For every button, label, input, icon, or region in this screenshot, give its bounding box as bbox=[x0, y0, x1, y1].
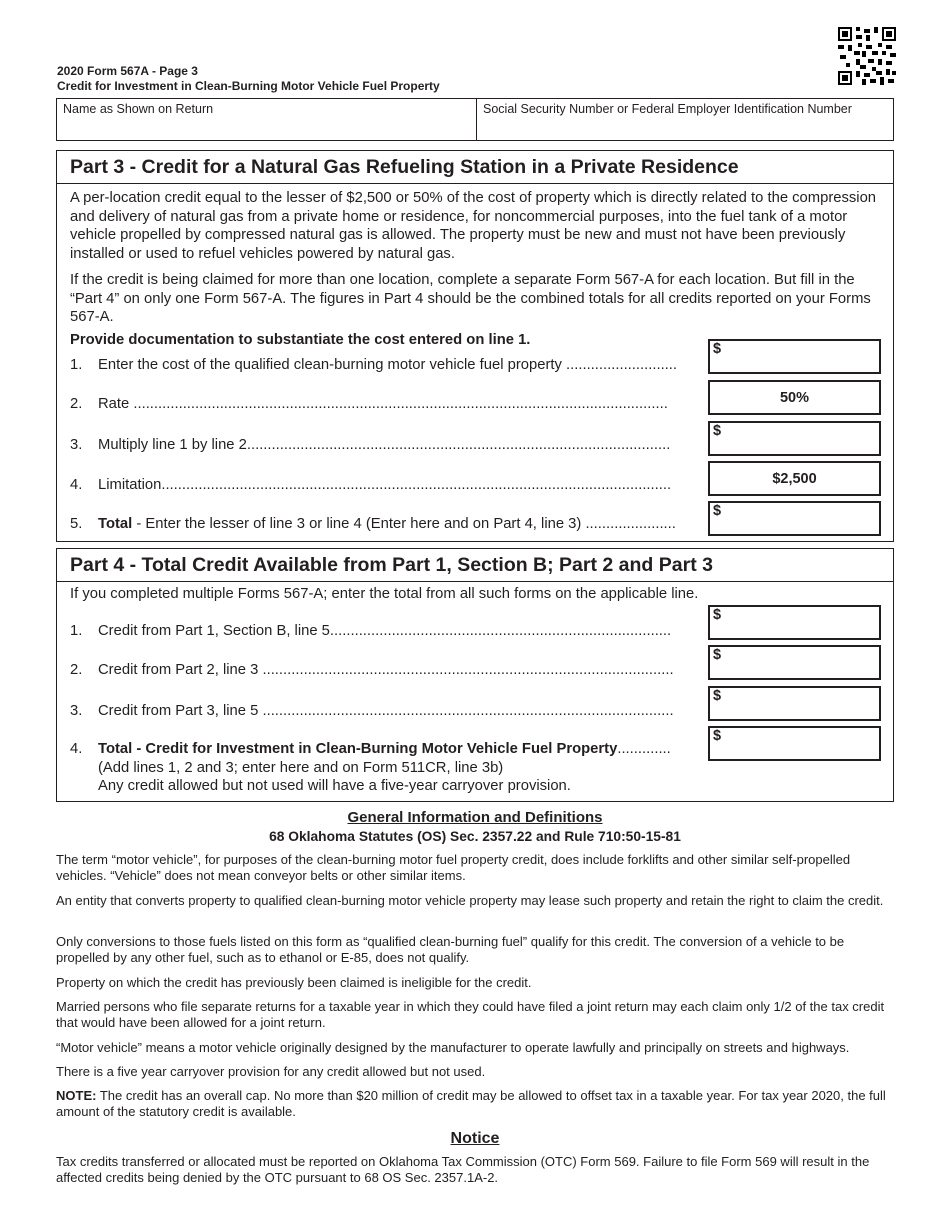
part4-title: Part 4 - Total Credit Available from Part 1, Section B; Part 2 and Part 3 bbox=[57, 549, 893, 582]
form-title: Credit for Investment in Clean-Burning Motor Vehicle Fuel Property bbox=[57, 79, 440, 93]
part3-line-1-cost-input[interactable] bbox=[708, 339, 881, 374]
line-number: 5. bbox=[70, 516, 83, 532]
general-paragraph: Property on which the credit has previously been claimed is ineligible for the credit. bbox=[56, 975, 532, 990]
part3-section bbox=[56, 150, 894, 542]
notice-title: Notice bbox=[450, 1130, 500, 1147]
part4-line-4-total-input[interactable] bbox=[708, 726, 881, 761]
ssn-fein-field[interactable] bbox=[477, 99, 893, 140]
general-info-subtitle: 68 Oklahoma Statutes (OS) Sec. 2357.22 and Rule 710:50-15-81 bbox=[269, 829, 681, 844]
line-number: 1. bbox=[70, 357, 83, 373]
part3-line-3-input[interactable] bbox=[708, 421, 881, 456]
part4-intro: If you completed multiple Forms 567-A; enter the total from all such forms on the applicable line. bbox=[70, 586, 699, 602]
name-field[interactable] bbox=[57, 99, 477, 140]
line-number: 3. bbox=[70, 703, 83, 719]
part3-line-4-limitation-box bbox=[708, 461, 881, 496]
line-bold-label: Total - Credit for Investment in Clean-Burning Motor Vehicle Fuel Property bbox=[98, 741, 618, 757]
documentation-note: Provide documentation to substantiate the cost entered on line 1. bbox=[70, 332, 531, 348]
line-text: Credit from Part 1, Section B, line 5................................................................................... bbox=[98, 623, 672, 639]
part3-line-5-total-input[interactable] bbox=[708, 501, 881, 536]
form-page-label: 2020 Form 567A - Page 3 bbox=[57, 64, 198, 78]
qr-code-icon bbox=[838, 27, 896, 85]
dollar-sign: $ bbox=[713, 341, 722, 357]
note-text: The credit has an overall cap. No more than $20 million of credit may be allowed to offset tax in a taxable year. For tax year 2020, the full amount of the statutory credit is available. bbox=[56, 1088, 886, 1119]
part3-description: A per-location credit equal to the lesser of $2,500 or 50% of the cost of property which is directly related to the compression and delivery of natural gas from a private home or residence, for noncommercial purposes, into the fuel tank of a motor vehicle propelled by compressed natural gas is allowed. The property must be new and must not have been previously installed or used to refuel vehicles powered by natural gas. bbox=[70, 190, 877, 262]
dollar-sign: $ bbox=[713, 607, 722, 623]
notice-text: Tax credits transferred or allocated must be reported on Oklahoma Tax Commission (OTC) Form 569. Failure to file Form 569 will result in the affected credits being denied by the OTC pursuant to 68 OS Sec. 2357.1A-2. bbox=[56, 1154, 870, 1185]
name-field-label: Name as Shown on Return bbox=[63, 102, 214, 116]
line-number: 1. bbox=[70, 623, 83, 639]
dollar-sign: $ bbox=[713, 503, 722, 519]
rate-value: 50% bbox=[779, 390, 810, 406]
part3-line-2-rate-box bbox=[708, 380, 881, 415]
dollar-sign: $ bbox=[713, 688, 722, 704]
limitation-value: $2,500 bbox=[772, 471, 817, 487]
part4-line-1-input[interactable] bbox=[708, 605, 881, 640]
part4-section bbox=[56, 548, 894, 802]
line-text-rest: ............. bbox=[617, 741, 671, 757]
line-text-rest: - Enter the lesser of line 3 or line 4 (Enter here and on Part 4, line 3) ...................... bbox=[132, 516, 676, 532]
line-subtext: Any credit allowed but not used will have a five-year carryover provision. bbox=[98, 778, 571, 794]
line-text bbox=[98, 515, 700, 534]
line-bold-label: Total bbox=[98, 516, 133, 532]
line-number: 2. bbox=[70, 662, 83, 678]
general-paragraph: “Motor vehicle” means a motor vehicle originally designed by the manufacturer to operate lawfully and principally on streets and highways. bbox=[56, 1040, 850, 1055]
general-paragraph: An entity that converts property to qualified clean-burning motor vehicle property may lease such property and retain the right to claim the credit. bbox=[56, 893, 884, 908]
part3-title: Part 3 - Credit for a Natural Gas Refueling Station in a Private Residence bbox=[57, 151, 893, 184]
general-paragraph: The term “motor vehicle”, for purposes of the clean-burning motor fuel property credit, does include forklifts and other similar self-propelled vehicles. “Vehicle” does not mean conveyor belts or other similar items. bbox=[56, 852, 851, 883]
general-paragraph: Married persons who file separate returns for a taxable year in which they could have filed a joint return may each claim only 1/2 of the tax credit that would have been allowed for a joint return. bbox=[56, 999, 885, 1030]
dollar-sign: $ bbox=[713, 647, 722, 663]
part4-line-3-input[interactable] bbox=[708, 686, 881, 721]
line-text: Credit from Part 2, line 3 .................................................................................................... bbox=[98, 662, 674, 678]
taxpayer-id-box bbox=[56, 98, 894, 141]
line-text: Credit from Part 3, line 5 .................................................................................................... bbox=[98, 703, 674, 719]
general-info-title: General Information and Definitions bbox=[347, 809, 603, 826]
dollar-sign: $ bbox=[713, 728, 722, 744]
line-number: 3. bbox=[70, 437, 83, 453]
general-note bbox=[56, 1088, 892, 1120]
line-text: Multiply line 1 by line 2....................................................................................................... bbox=[98, 437, 671, 453]
dollar-sign: $ bbox=[713, 423, 722, 439]
line-number: 4. bbox=[70, 477, 83, 493]
line-subtext: (Add lines 1, 2 and 3; enter here and on Form 511CR, line 3b) bbox=[98, 760, 504, 776]
note-label: NOTE: bbox=[56, 1088, 97, 1103]
line-text: Enter the cost of the qualified clean-burning motor vehicle fuel property ........................... bbox=[98, 357, 678, 373]
line-text bbox=[98, 740, 700, 759]
ssn-fein-field-label: Social Security Number or Federal Employer Identification Number bbox=[483, 102, 852, 116]
line-text: Rate .................................................................................................................................. bbox=[98, 396, 668, 412]
part4-line-2-input[interactable] bbox=[708, 645, 881, 680]
line-text: Limitation............................................................................................................................ bbox=[98, 477, 672, 493]
part3-multiple-locations-note: If the credit is being claimed for more than one location, complete a separate Form 567-A for each location. But fill in the “Part 4” on only one Form 567-A. The figures in Part 4 should be the combined totals for all credits reported on your Forms 567-A. bbox=[70, 272, 871, 325]
line-number: 2. bbox=[70, 396, 83, 412]
general-paragraph: Only conversions to those fuels listed on this form as “qualified clean-burning fuel” qualify for this credit. The conversion of a vehicle to be propelled by any other fuel, such as to ethanol or E-85, does not qualify. bbox=[56, 934, 845, 965]
line-number: 4. bbox=[70, 741, 83, 757]
general-paragraph: There is a five year carryover provision for any credit allowed but not used. bbox=[56, 1064, 486, 1079]
